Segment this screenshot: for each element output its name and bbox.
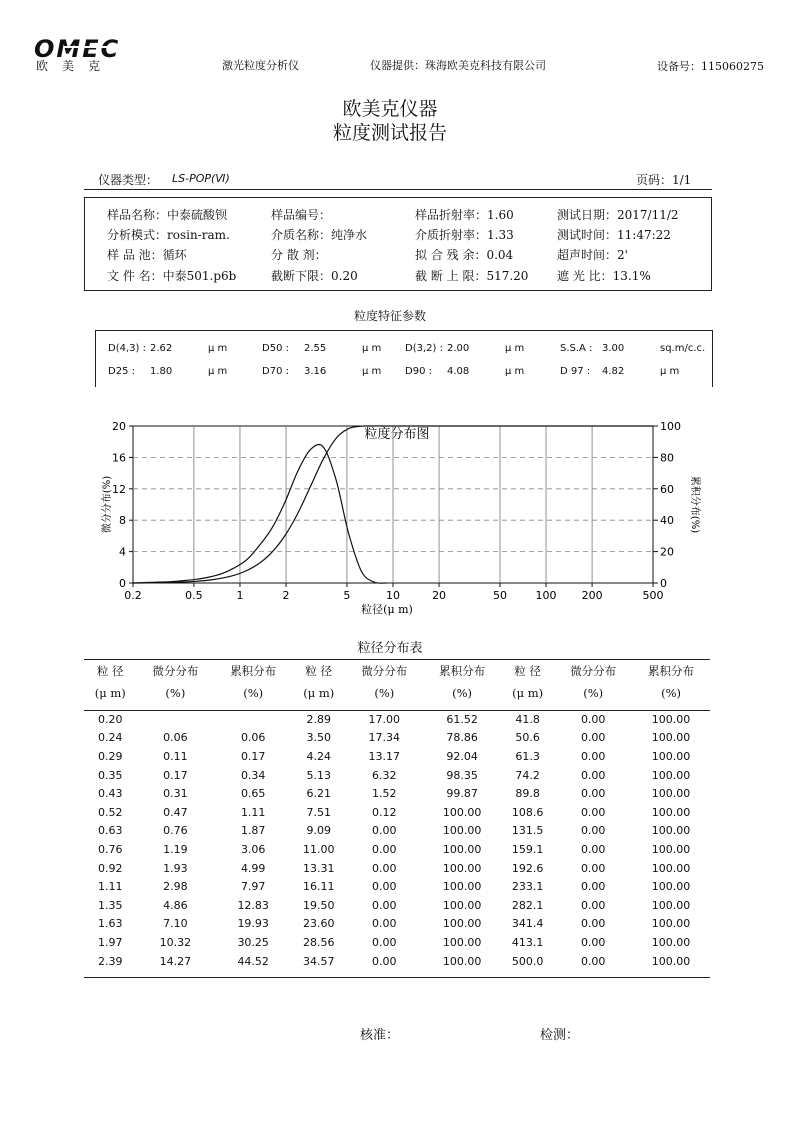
table-cell: 100.00 — [651, 880, 691, 894]
table-cell: 14.27 — [159, 954, 192, 968]
logo-subtext: 欧美克 — [36, 59, 115, 73]
table-cell: 0.00 — [580, 861, 606, 875]
param-value: 4.82 — [602, 366, 625, 377]
particle-distribution-chart — [0, 400, 800, 630]
test-date: 测试日期：2017/11/2 — [557, 208, 679, 222]
param-label: D90 : — [405, 366, 432, 377]
table-header-label: 微分分布 — [570, 664, 617, 678]
table-cell: 341.4 — [511, 917, 544, 931]
x-tick-label: 500 — [642, 589, 664, 602]
x-tick-label: 10 — [386, 589, 400, 602]
param-value: 3.00 — [602, 343, 625, 354]
params-title: 粒度特征参数 — [353, 309, 426, 323]
y-tick-label-left: 4 — [119, 545, 126, 559]
table-cell: 19.93 — [237, 917, 269, 931]
table-cell: 0.06 — [240, 731, 266, 745]
ultrasonic-time: 超声时间：2' — [557, 248, 628, 262]
table-row — [84, 784, 710, 803]
table-cell: 34.57 — [302, 954, 335, 968]
table-row — [84, 840, 710, 859]
table-cell: 61.3 — [515, 749, 540, 763]
table-cell: 0.00 — [580, 787, 606, 801]
table-cell: 0.47 — [163, 805, 188, 819]
param-label: S.S.A : — [560, 343, 593, 354]
table-cell: 100.00 — [442, 935, 482, 949]
table-header-unit: (%) — [452, 686, 473, 700]
table-cell: 2.39 — [97, 954, 123, 968]
y-axis-label-right: 累积分布(%) — [689, 475, 700, 534]
table-cell: 13.31 — [302, 861, 335, 875]
param-label: D(3,2) : — [405, 343, 443, 354]
table-cell: 30.25 — [237, 935, 269, 949]
param-label: D50 : — [262, 343, 289, 354]
table-header-unit: (%) — [583, 686, 604, 700]
table-cell: 100.00 — [651, 898, 691, 912]
param-label: D(4,3) : — [108, 343, 146, 354]
table-row — [84, 729, 710, 748]
param-unit: sq.m/c.c. — [660, 343, 706, 354]
table-cell: 100.00 — [442, 861, 482, 875]
table-cell: 1.93 — [163, 861, 188, 875]
table-header-label: 粒 径 — [514, 664, 541, 678]
table-cell: 16.11 — [302, 880, 335, 894]
table-cell: 0.20 — [97, 712, 123, 726]
dispersant: 分 散 剂： — [271, 248, 327, 262]
table-cell: 233.1 — [511, 880, 544, 894]
instrument-provider: 仪器提供：珠海欧美克科技有限公司 — [370, 59, 546, 72]
table-cell: 0.00 — [580, 898, 606, 912]
table-cell: 0.00 — [372, 861, 397, 875]
table-cell: 61.52 — [446, 712, 478, 726]
table-header-label: 累积分布 — [648, 664, 695, 678]
table-row — [84, 877, 710, 896]
param-unit: μ m — [660, 366, 680, 377]
table-cell: 1.11 — [240, 805, 266, 819]
table-cell: 100.00 — [442, 954, 482, 968]
table-cell: 0.31 — [163, 787, 188, 801]
y-axis-label-left: 微分分布(%) — [102, 475, 113, 534]
table-cell: 0.00 — [580, 731, 606, 745]
sample-name: 样品名称：中泰硫酸钡 — [107, 208, 228, 222]
report-title-line1: 欧美克仪器 — [342, 98, 438, 120]
y-tick-label-right: 40 — [660, 514, 674, 528]
check-label: 检测： — [540, 1028, 580, 1043]
x-tick-label: 2 — [282, 589, 290, 602]
table-cell: 0.92 — [97, 861, 123, 875]
table-row — [84, 896, 710, 915]
table-header-unit: (%) — [374, 686, 395, 700]
table-cell: 100.00 — [442, 917, 482, 931]
table-row — [84, 952, 710, 971]
table-header-unit: (μ m) — [303, 686, 335, 700]
table-cell: 100.00 — [651, 712, 691, 726]
table-cell: 0.00 — [580, 917, 606, 931]
table-cell: 0.00 — [372, 880, 397, 894]
table-cell: 10.32 — [159, 935, 192, 949]
table-cell: 78.86 — [446, 731, 478, 745]
table-cell: 0.29 — [97, 749, 123, 763]
particle-distribution-table — [84, 660, 710, 970]
table-cell: 0.34 — [240, 768, 266, 782]
table-cell: 1.35 — [97, 898, 123, 912]
table-cell: 9.09 — [306, 824, 331, 838]
param-unit: μ m — [505, 366, 525, 377]
table-cell: 4.24 — [306, 749, 331, 763]
table-cell: 2.98 — [163, 880, 188, 894]
param-unit: μ m — [208, 366, 228, 377]
table-cell: 0.52 — [97, 805, 123, 819]
table-row — [84, 747, 710, 766]
model-value: LS-POP(Ⅵ) — [172, 172, 230, 185]
table-row — [84, 710, 710, 729]
table-header-unit: (μ m) — [512, 686, 544, 700]
y-tick-label-right: 60 — [660, 482, 674, 496]
y-tick-label-left: 12 — [112, 482, 126, 496]
table-cell: 0.00 — [372, 842, 397, 856]
table-cell: 3.06 — [240, 842, 266, 856]
table-row — [84, 803, 710, 822]
table-cell: 100.00 — [651, 768, 691, 782]
table-cell: 100.00 — [442, 842, 482, 856]
table-cell: 4.86 — [163, 898, 188, 912]
table-cell: 500.0 — [511, 954, 544, 968]
table-header-label: 粒 径 — [96, 664, 124, 678]
approve-label: 核准： — [360, 1028, 400, 1043]
table-cell: 41.8 — [515, 712, 540, 726]
table-header-label: 累积分布 — [230, 664, 277, 678]
file-name: 文 件 名：中泰501.p6b — [107, 269, 237, 283]
table-cell: 282.1 — [511, 898, 544, 912]
table-row — [84, 859, 710, 878]
param-label: D25 : — [108, 366, 135, 377]
sample-info-box — [84, 197, 712, 291]
table-cell: 0.11 — [163, 749, 188, 763]
param-value: 4.08 — [447, 366, 470, 377]
table-title: 粒径分布表 — [357, 641, 423, 656]
test-time: 测试时间：11:47:22 — [557, 228, 671, 242]
table-cell: 100.00 — [442, 880, 482, 894]
table-cell: 0.00 — [580, 842, 606, 856]
model-label: 仪器类型： — [98, 173, 159, 187]
table-cell: 3.50 — [306, 731, 331, 745]
analysis-mode: 分析模式：rosin-ram. — [107, 228, 230, 242]
table-cell: 0.00 — [372, 824, 397, 838]
table-cell: 0.17 — [163, 768, 188, 782]
table-cell: 0.00 — [372, 898, 397, 912]
table-cell: 0.35 — [97, 768, 123, 782]
table-cell — [136, 710, 214, 729]
table-cell: 100.00 — [442, 805, 482, 819]
table-cell: 131.5 — [511, 824, 544, 838]
y-tick-label-left: 8 — [119, 514, 126, 528]
param-unit: μ m — [362, 343, 382, 354]
x-tick-label: 0.2 — [124, 589, 142, 602]
table-cell: 159.1 — [511, 842, 544, 856]
table-cell: 6.21 — [306, 787, 331, 801]
x-axis-label: 粒径(μ m) — [361, 603, 413, 616]
sample-number: 样品编号： — [271, 208, 332, 222]
fit-residual: 拟 合 残 余：0.04 — [415, 248, 514, 262]
x-tick-label: 0.5 — [185, 589, 203, 602]
param-value: 2.00 — [447, 343, 470, 354]
table-cell: 2.89 — [306, 712, 331, 726]
param-value: 3.16 — [304, 366, 327, 377]
table-cell: 44.52 — [237, 954, 269, 968]
x-tick-label: 100 — [535, 589, 557, 602]
y-tick-label-right: 100 — [660, 420, 681, 433]
table-cell: 100.00 — [651, 954, 691, 968]
table-cell: 0.65 — [240, 787, 266, 801]
table-cell: 0.76 — [97, 842, 123, 856]
table-cell: 0.00 — [372, 935, 397, 949]
table-cell: 100.00 — [651, 749, 691, 763]
table-header-unit: (%) — [661, 686, 681, 700]
table-cell: 0.00 — [580, 880, 606, 894]
table-cell: 100.00 — [651, 917, 691, 931]
table-cell: 1.63 — [97, 917, 123, 931]
table-cell: 1.11 — [97, 880, 123, 894]
y-tick-label-right: 80 — [660, 451, 674, 465]
company-logo — [34, 38, 150, 74]
chart-title: 粒度分布图 — [364, 427, 430, 442]
param-value: 2.62 — [150, 343, 173, 354]
param-unit: μ m — [208, 343, 228, 354]
table-row — [84, 933, 710, 952]
table-cell: 19.50 — [302, 898, 335, 912]
table-row — [84, 915, 710, 934]
upper-cutoff: 截 断 上 限：517.20 — [415, 269, 529, 283]
param-value: 1.80 — [150, 366, 173, 377]
table-cell: 0.43 — [97, 787, 123, 801]
table-row — [84, 822, 710, 841]
table-cell: 99.87 — [446, 787, 478, 801]
table-cell: 100.00 — [442, 824, 482, 838]
table-cell: 92.04 — [446, 749, 478, 763]
y-tick-label-right: 0 — [660, 577, 667, 590]
table-cell: 100.00 — [651, 731, 691, 745]
y-tick-label-left: 16 — [112, 451, 126, 465]
table-cell: 5.13 — [306, 768, 331, 782]
table-cell: 0.76 — [163, 824, 188, 838]
table-cell: 0.63 — [97, 824, 123, 838]
table-cell: 13.17 — [368, 749, 401, 763]
param-label: D70 : — [262, 366, 289, 377]
table-cell: 50.6 — [515, 731, 540, 745]
sample-refractive-index: 样品折射率：1.60 — [415, 208, 514, 222]
table-cell: 1.52 — [372, 787, 397, 801]
table-cell: 413.1 — [511, 935, 544, 949]
table-cell: 0.12 — [372, 805, 397, 819]
x-tick-label: 5 — [343, 589, 351, 602]
table-header-label: 微分分布 — [152, 664, 199, 678]
table-cell: 89.8 — [515, 787, 540, 801]
table-header-label: 粒 径 — [305, 664, 333, 678]
table-cell: 17.34 — [368, 731, 401, 745]
table-cell: 6.32 — [372, 768, 397, 782]
table-cell: 100.00 — [442, 898, 482, 912]
table-header-label: 微分分布 — [361, 664, 408, 678]
svg-text:OMEC: OMEC — [34, 38, 121, 60]
lower-cutoff: 截断下限：0.20 — [271, 269, 358, 283]
instrument-type: 激光粒度分析仪 — [222, 59, 299, 72]
table-header-unit: (μ m) — [94, 686, 126, 700]
table-cell: 100.00 — [651, 861, 691, 875]
device-number: 设备号：115060275 — [657, 60, 764, 73]
table-cell: 100.00 — [651, 787, 691, 801]
table-cell: 0.00 — [580, 749, 606, 763]
table-cell: 23.60 — [302, 917, 335, 931]
x-tick-label: 1 — [236, 589, 244, 602]
table-cell: 1.19 — [163, 842, 188, 856]
table-cell: 11.00 — [302, 842, 335, 856]
table-cell: 108.6 — [511, 805, 544, 819]
table-cell: 0.24 — [97, 731, 123, 745]
y-tick-label-right: 20 — [660, 545, 674, 559]
table-cell: 100.00 — [651, 824, 691, 838]
table-cell: 98.35 — [446, 768, 478, 782]
table-cell: 4.99 — [240, 861, 266, 875]
param-value: 2.55 — [304, 343, 327, 354]
table-cell: 17.00 — [368, 712, 401, 726]
table-cell: 1.97 — [97, 935, 123, 949]
table-cell: 0.17 — [240, 749, 266, 763]
table-cell: 74.2 — [515, 768, 540, 782]
param-unit: μ m — [505, 343, 525, 354]
x-tick-label: 50 — [492, 589, 507, 602]
medium-name: 介质名称：纯净水 — [271, 228, 368, 242]
table-cell: 0.00 — [580, 824, 606, 838]
table-cell — [214, 710, 292, 729]
y-tick-label-left: 0 — [119, 577, 126, 590]
table-cell: 0.00 — [580, 768, 606, 782]
params-box — [95, 330, 713, 387]
param-unit: μ m — [362, 366, 382, 377]
table-header-label: 累积分布 — [439, 664, 486, 678]
table-cell: 0.06 — [163, 731, 188, 745]
table-cell: 0.00 — [372, 954, 397, 968]
table-cell: 1.87 — [240, 824, 266, 838]
table-header-unit: (%) — [243, 686, 264, 700]
sample-cell: 样 品 池：循环 — [107, 248, 187, 262]
table-cell: 0.00 — [580, 954, 606, 968]
report-title-line2: 粒度测试报告 — [332, 122, 447, 144]
table-cell: 28.56 — [302, 935, 335, 949]
table-cell: 0.00 — [580, 805, 606, 819]
x-tick-label: 20 — [432, 589, 447, 602]
table-cell: 0.00 — [372, 917, 397, 931]
medium-refractive-index: 介质折射率：1.33 — [415, 228, 514, 242]
table-cell: 0.00 — [580, 935, 606, 949]
table-header-unit: (%) — [165, 686, 186, 700]
y-tick-label-left: 20 — [112, 420, 126, 433]
table-cell: 7.97 — [240, 880, 266, 894]
param-label: D 97 : — [560, 366, 591, 377]
table-cell: 192.6 — [511, 861, 544, 875]
table-cell: 7.10 — [163, 917, 188, 931]
table-cell: 100.00 — [651, 935, 691, 949]
obscuration: 遮 光 比：13.1% — [557, 269, 651, 283]
table-cell: 12.83 — [237, 898, 269, 912]
table-cell: 0.00 — [580, 712, 606, 726]
table-cell: 100.00 — [651, 842, 691, 856]
page-number: 页码：1/1 — [636, 173, 692, 187]
table-cell: 7.51 — [306, 805, 331, 819]
table-cell: 100.00 — [651, 805, 691, 819]
x-tick-label: 200 — [581, 589, 603, 602]
table-row — [84, 766, 710, 785]
